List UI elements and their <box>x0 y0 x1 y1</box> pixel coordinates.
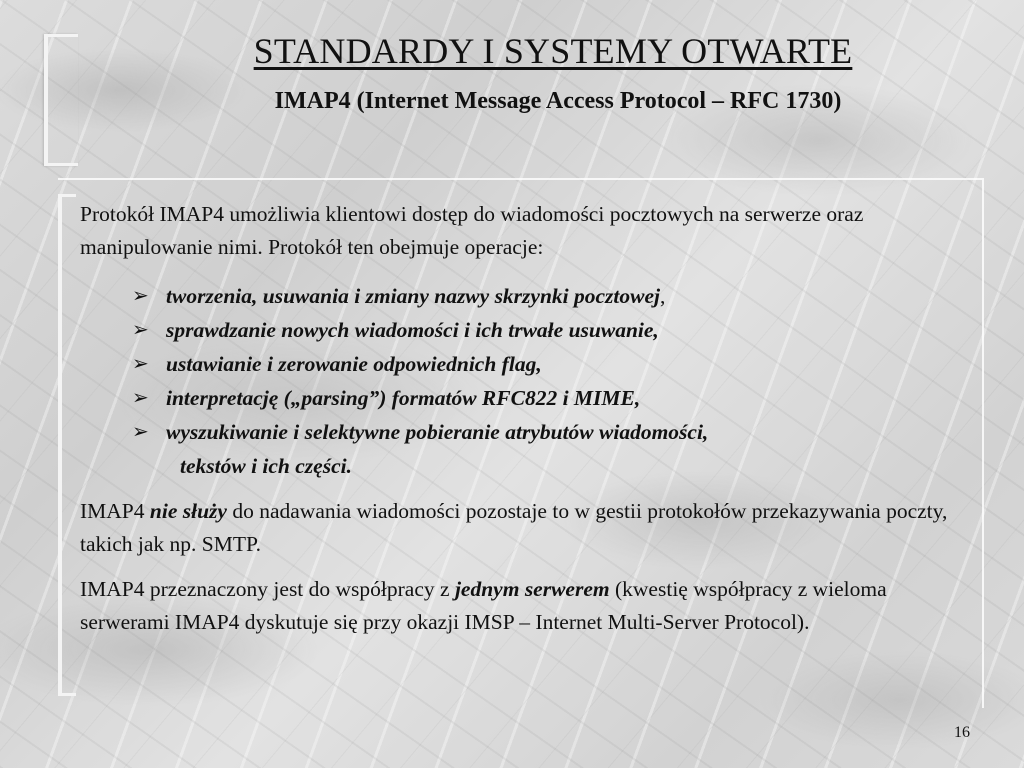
emphasis-text: jednym serwerem <box>454 577 610 601</box>
arrow-bullet-icon: ➢ <box>132 319 149 341</box>
list-item <box>132 381 980 415</box>
list-item-text: tworzenia, usuwania i zmiany nazwy skrzynki pocztowej <box>166 284 661 308</box>
arrow-bullet-icon: ➢ <box>132 387 149 409</box>
slide-title: STANDARDY I SYSTEMY OTWARTE <box>253 31 853 71</box>
server-paragraph <box>80 573 980 639</box>
list-item <box>132 313 980 347</box>
paragraph-text: do nadawania wiadomości pozostaje to w gestii protokołów przekazywania poczty, takich jak np. SMTP. <box>80 499 948 556</box>
list-item-text: interpretację („parsing”) formatów RFC822 i MIME, <box>166 386 641 410</box>
list-item-text: sprawdzanie nowych wiadomości i ich trwałe usuwanie, <box>166 318 659 342</box>
list-item-text: wyszukiwanie i selektywne pobieranie atrybutów wiadomości, <box>166 420 709 444</box>
slide-body <box>80 198 980 639</box>
paragraph-text: (kwestię współpracy z wieloma serwerami IMAP4 dyskutuje się przy okazji IMSP – Internet Multi-Server Protocol). <box>80 577 887 634</box>
emphasis-text: nie służy <box>149 499 227 523</box>
list-item-suffix: , <box>660 284 666 308</box>
list-item-continuation: tekstów i ich części. <box>180 454 352 478</box>
arrow-bullet-icon: ➢ <box>132 353 149 375</box>
paragraph-text: IMAP4 przeznaczony jest do współpracy z <box>80 577 455 601</box>
smtp-paragraph <box>80 495 980 561</box>
list-item <box>132 347 980 381</box>
arrow-bullet-icon: ➢ <box>132 421 149 443</box>
intro-paragraph: Protokół IMAP4 umożliwia klientowi dostęp do wiadomości pocztowych na serwerze oraz manipulowanie nimi. Protokół ten obejmuje operacje: <box>80 202 864 259</box>
list-item <box>132 415 980 483</box>
slide-subtitle: IMAP4 (Internet Message Access Protocol – RFC 1730) <box>274 88 842 114</box>
operations-list <box>80 279 980 483</box>
list-item <box>132 279 980 313</box>
paragraph-text: IMAP4 <box>80 499 150 523</box>
arrow-bullet-icon: ➢ <box>132 285 149 307</box>
list-item-text: ustawianie i zerowanie odpowiednich flag, <box>166 352 542 376</box>
page-number: 16 <box>954 724 970 741</box>
content-bracket-decoration <box>58 194 76 696</box>
